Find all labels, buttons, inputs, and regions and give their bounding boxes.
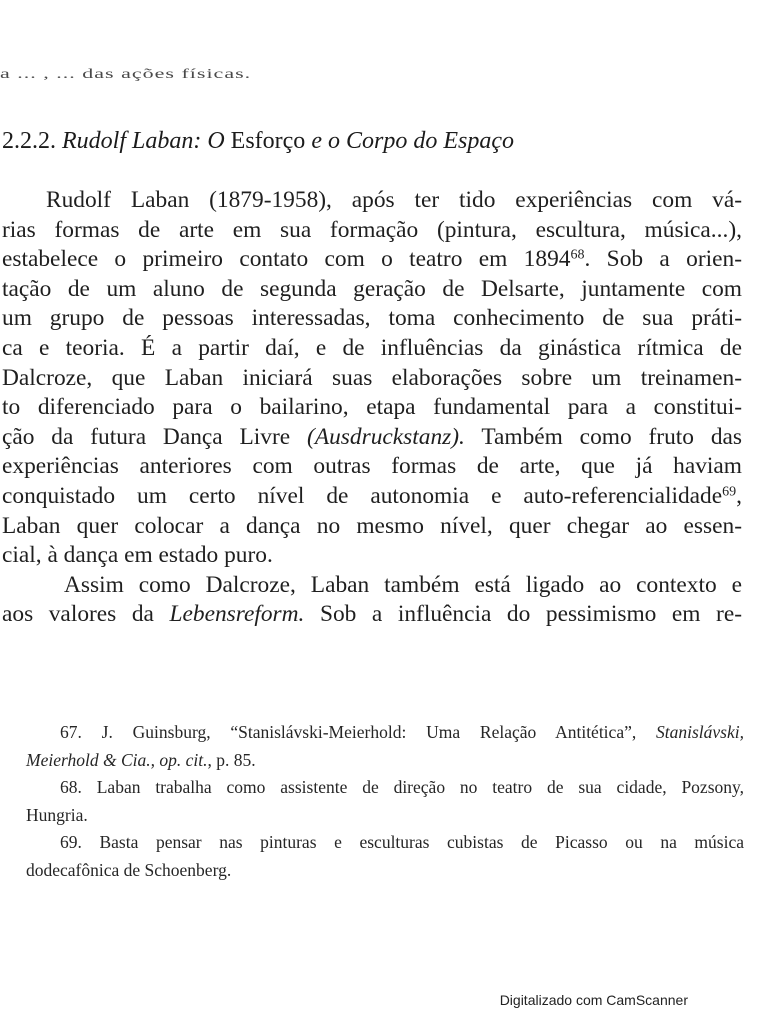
heading-title-italic-1: Rudolf Laban: O [62,128,225,154]
p1-line-6: ca e teoria. É a partir daí, e de influências da ginástica rítmica de [2,334,742,361]
p1-line-1: Rudolf Laban (1879-1958), após ter tido experiências com vá- [46,187,742,213]
footnote-67-italic: Stanislávski, [656,722,744,742]
p1-line-3 [2,245,742,275]
heading-title-italic-2: e o Corpo do Espaço [305,128,514,154]
p1-line-9 [2,423,742,453]
p1-line-3-text: estabelece o primeiro contato com o teatro em 1894 [2,246,571,273]
p1-line-11-tail: , [736,482,742,509]
footnotes [26,719,744,884]
p1-line-10: experiências anteriores com outras formas de arte, que já haviam [2,453,742,480]
footnote-ref-68: 68 [570,246,585,263]
footnote-ref-69: 69 [722,483,737,500]
p1-line-5: um grupo de pessoas interessadas, toma conhecimento de sua práti- [2,305,742,332]
p2-line-2-text: aos valores da [2,601,170,628]
p1-line-12: Laban quer colocar a dança no mesmo nível, quer chegar ao essen- [2,512,742,539]
p2-line-2 [2,600,742,630]
p1-line-9-italic: (Ausdruckstanz). [307,423,465,450]
scanner-watermark: Digitalizado com CamScanner [499,992,688,1008]
footnote-67-line-1 [26,719,744,747]
p1-line-8: to diferenciado para o bailarino, etapa fundamental para a constitui- [2,394,742,421]
p1-line-11-text: conquistado um certo nível de autonomia e auto-referencialidade [2,482,723,509]
p2-line-1: Assim como Dalcroze, Laban também está ligado ao contexto e [64,571,742,598]
p1-line-11 [2,482,742,512]
p2-line-2-tail: Sob a influência do pessimismo em re- [304,601,742,628]
p1-line-9-text: ção da futura Dança Livre [2,423,308,450]
footnote-67-line-2 [26,747,744,775]
footnote-68-line-1: 68. Laban trabalha como assistente de direção no teatro de sua cidade, Pozsony, [60,777,744,797]
footnote-67-text: 67. J. Guinsburg, “Stanislávski-Meierhold: Uma Relação Antitética”, [60,722,657,742]
footnote-69-line-2: dodecafônica de Schoenberg. [26,859,232,880]
heading-title-roman: Esforço [224,128,306,154]
p1-line-7: Dalcroze, que Laban iniciará suas elaborações sobre um treinamen- [2,364,742,391]
cut-off-top-line: a ... , ... das ações físicas. [0,66,252,81]
section-number: 2.2.2. [2,128,56,154]
footnote-68-line-2: Hungria. [26,804,88,825]
body-text [2,186,742,630]
footnote-67-italic-2: Meierhold & Cia., op. cit. [26,749,208,770]
p1-line-3-tail: . Sob a orien- [584,246,742,273]
footnote-69-line-1: 69. Basta pensar nas pinturas e esculturas cubistas de Picasso ou na música [60,832,744,852]
p2-line-2-italic: Lebensreform. [169,601,305,628]
p1-line-4: tação de um aluno de segunda geração de Delsarte, juntamente com [2,275,742,302]
p1-line-2: rias formas de arte em sua formação (pintura, escultura, música...), [2,216,742,243]
p1-line-13: cial, à dança em estado puro. [2,542,273,569]
p1-line-9-tail: Também como fruto das [464,423,742,450]
footnote-67-tail: , p. 85. [207,749,256,770]
section-heading [2,128,742,155]
